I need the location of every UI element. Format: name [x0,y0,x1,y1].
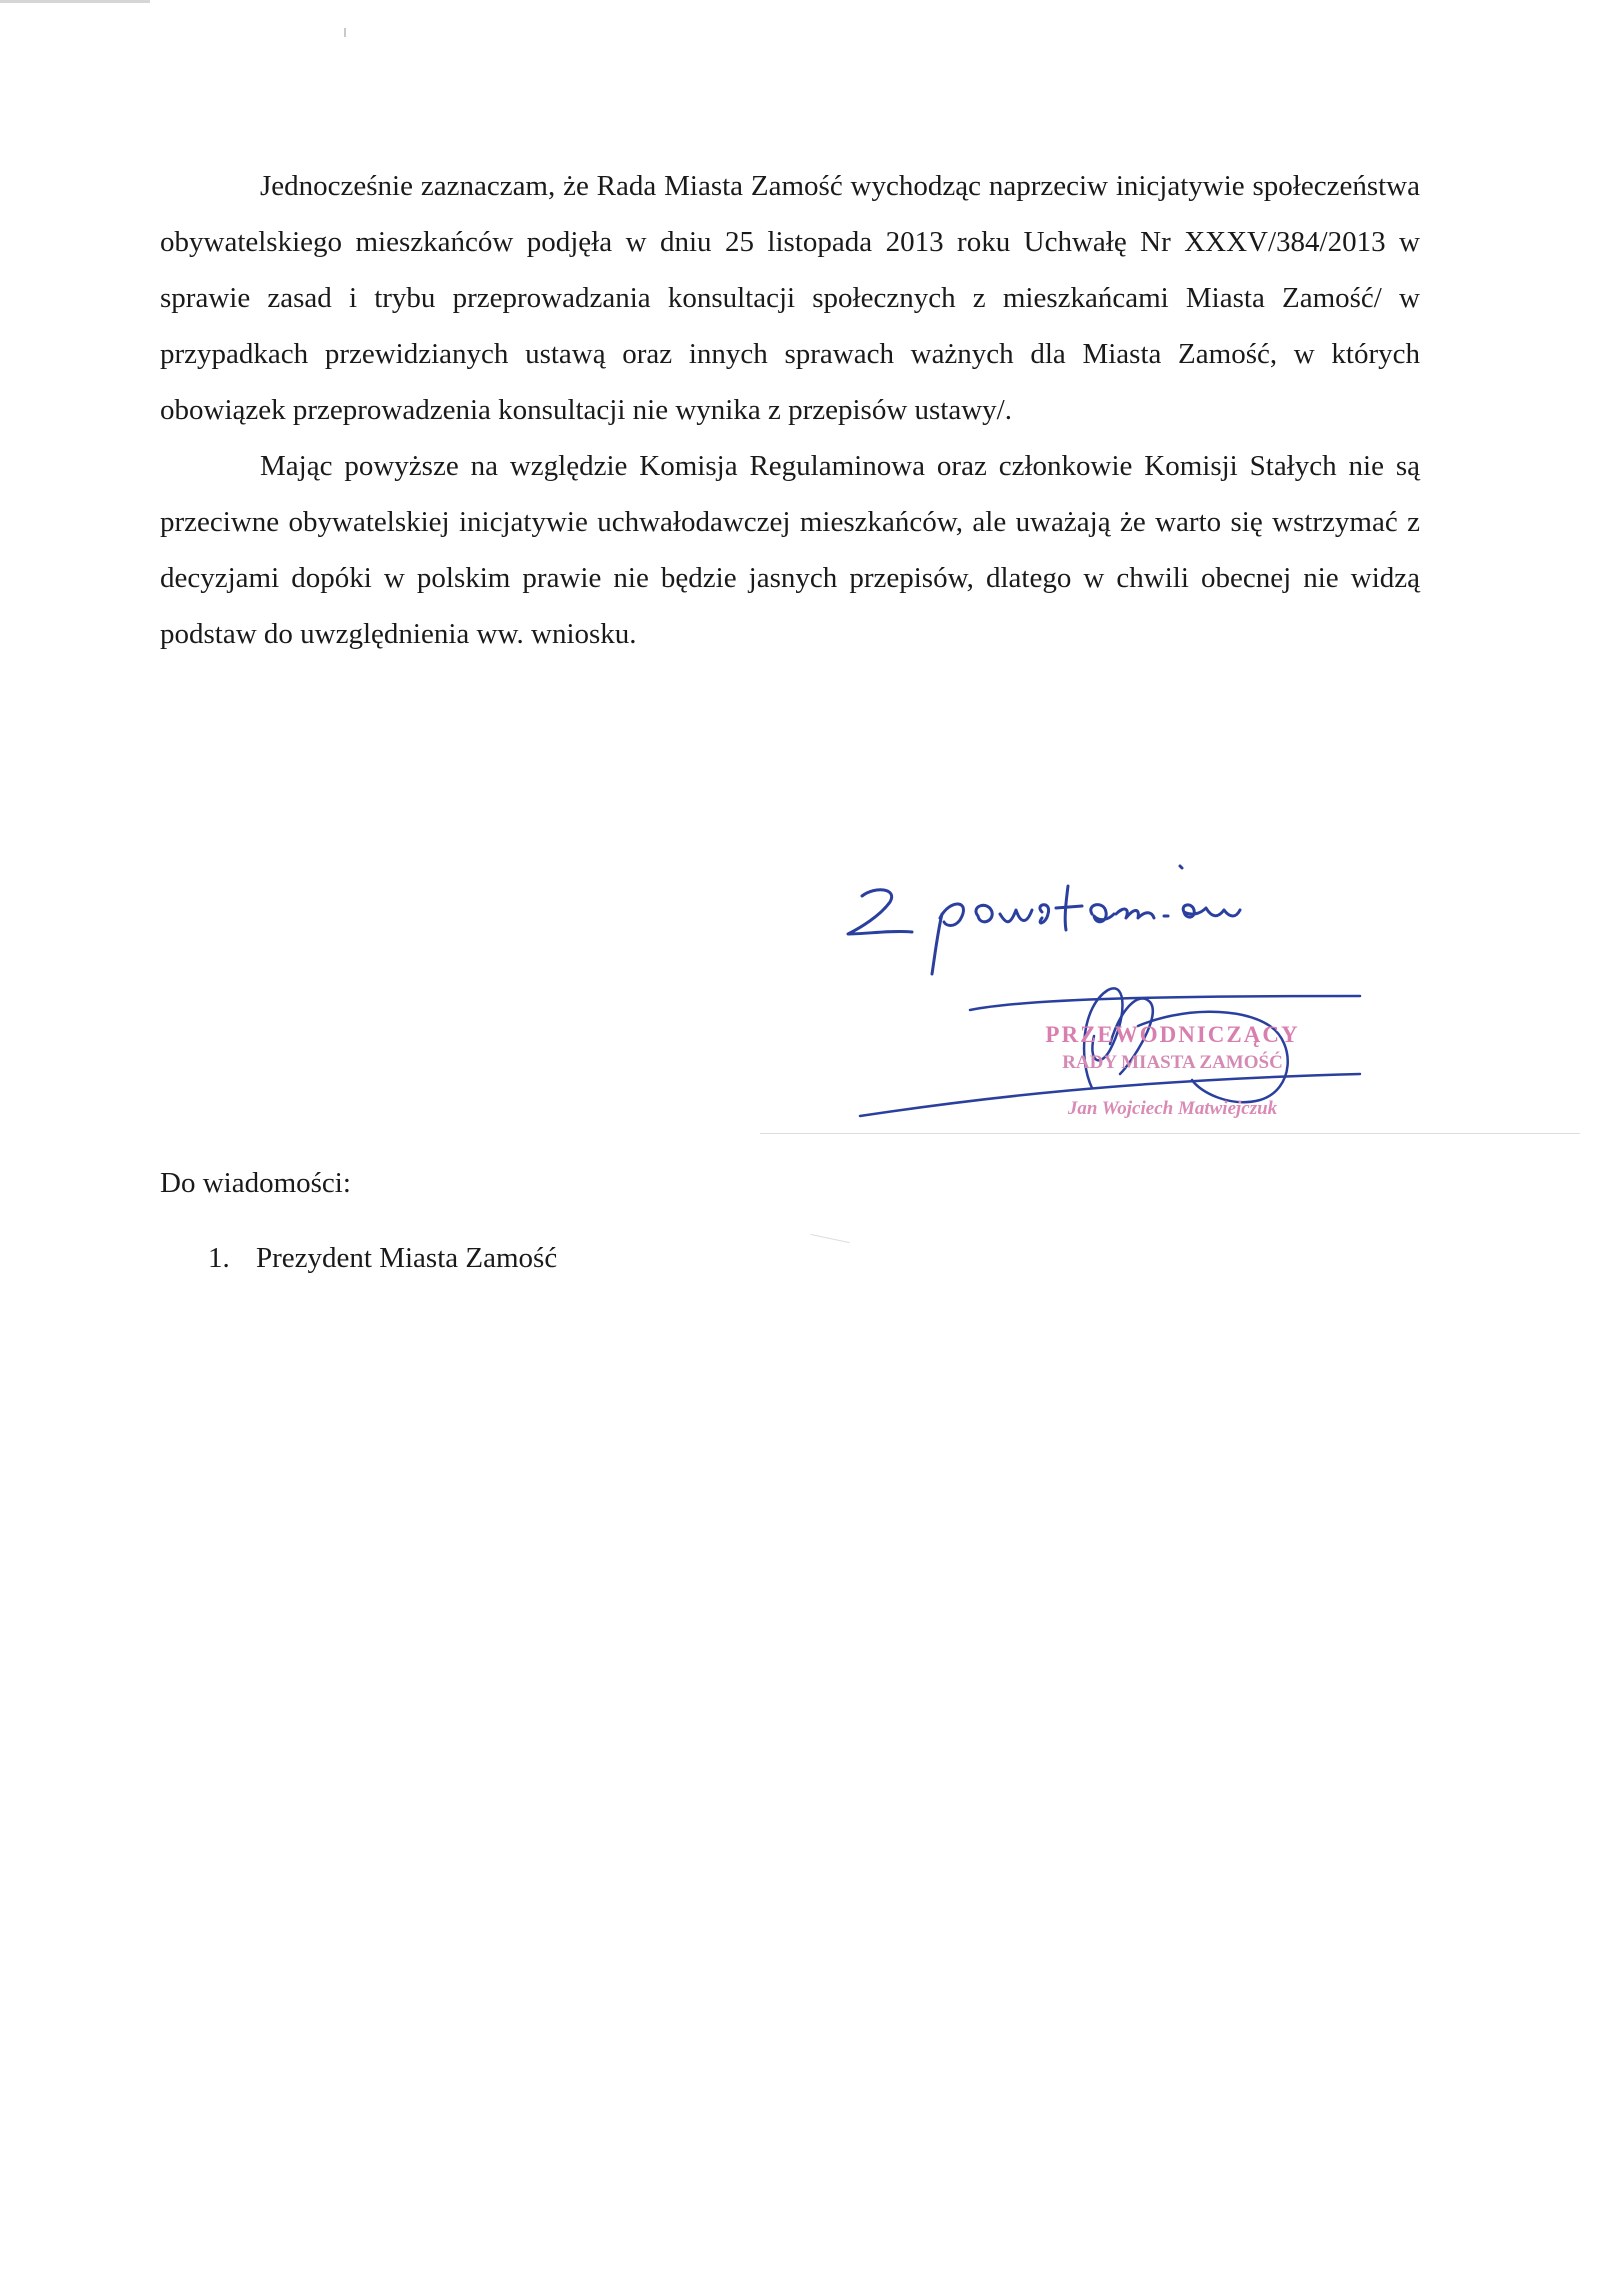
stamp-title: PRZEWODNICZĄCY [1045,1022,1300,1047]
signature-block [820,830,1380,1140]
scan-artifact-line [760,1133,1580,1134]
paragraph-conclusion: Mając powyższe na względzie Komisja Regulaminowa oraz członkowie Komisji Stałych nie są przeciwne obywatelskiej inicjatywie uchwałodawczej mieszkańców, ale uważają że warto się wstrzymać z decyzjami dopóki w polskim prawie nie będzie jasnych przepisów, dlatego w chwili obecnej nie widzą podstaw do uwzględnienia ww. wniosku. [160,450,1420,650]
paragraph-resolution: Jednocześnie zaznaczam, że Rada Miasta Zamość wychodząc naprzeciw inicjatywie społeczeństwa obywatelskiego mieszkańców podjęła w dniu 25 listopada 2013 roku Uchwałę Nr XXXV/384/2013 w sprawie zasad i trybu przeprowadzania konsultacji społecznych z mieszkańcami Miasta Zamość/ w przypadkach przewidzianych ustawą oraz innych sprawach ważnych dla Miasta Zamość, w których obowiązek przeprowadzenia konsultacji nie wynika z przepisów ustawy/. [160,170,1420,426]
stamp-signatory-name: Jan Wojciech Matwiejczuk [1067,1098,1278,1119]
letter-body [160,158,1420,662]
scan-artifact-stroke [810,1234,849,1243]
scan-edge-mark [0,0,150,3]
stamp-subtitle: RADY MIASTA ZAMOŚĆ [1062,1052,1283,1073]
list-item-text: Prezydent Miasta Zamość [256,1242,558,1274]
list-item-number: 1. [208,1242,230,1274]
distribution-list [160,1238,557,1278]
scan-dust-mark [344,28,346,37]
list-item [160,1238,557,1278]
distribution-heading: Do wiadomości: [160,1167,351,1199]
handwritten-closing-icon [820,830,1380,1140]
